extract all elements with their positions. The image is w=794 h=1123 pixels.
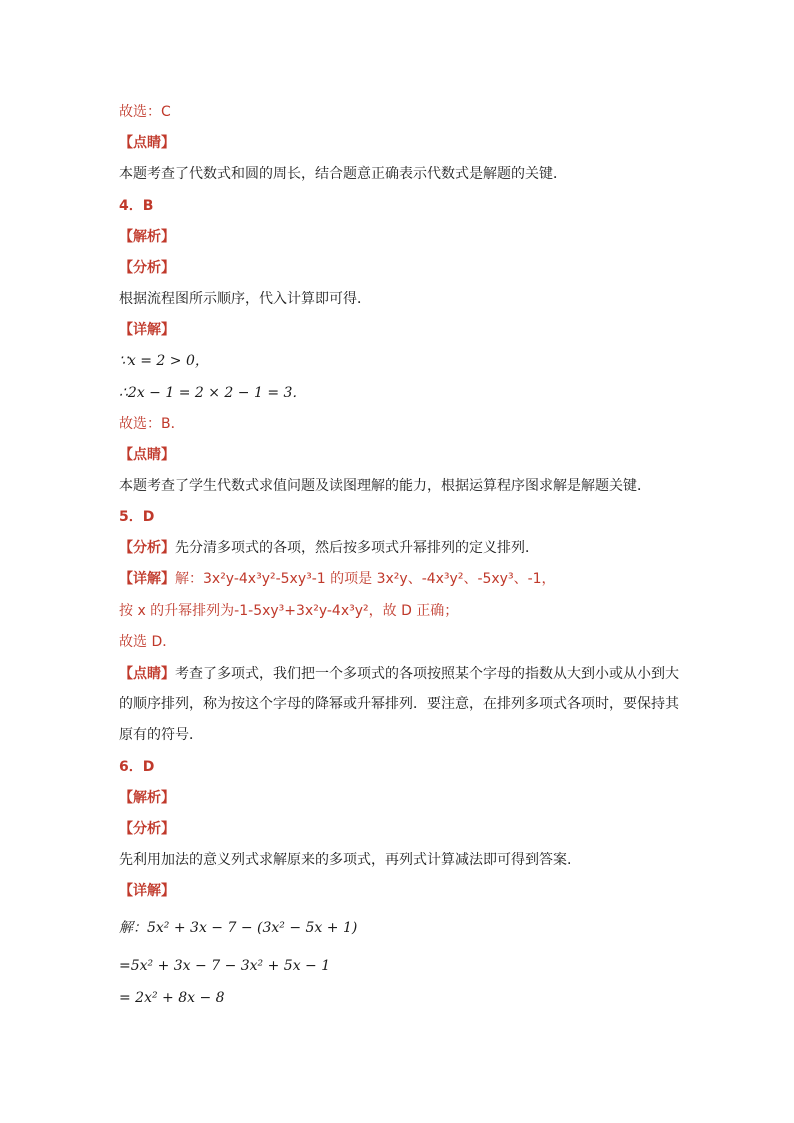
q5-dianjing-line2: 的顺序排列，称为按这个字母的降幂或升幂排列．要注意，在排列多项式各项时，要保持其 bbox=[119, 696, 679, 712]
q5-xiangjie-text: 解：3x²y-4x³y²-5xy³-1 的项是 3x²y、-4x³y²、-5xy³、-1， bbox=[175, 571, 556, 587]
q5-fenxi-text: 先分清多项式的各项，然后按多项式升幂排列的定义排列． bbox=[175, 540, 539, 556]
q5-dianjing-line3: 原有的符号． bbox=[119, 727, 203, 743]
q6-jiexi-label: 【解析】 bbox=[119, 790, 175, 806]
q4-step1: ∵x = 2 > 0， bbox=[119, 353, 209, 369]
q6-step3: = 2x² + 8x − 8 bbox=[119, 990, 225, 1006]
q5-answer: 故选 D． bbox=[119, 634, 177, 650]
q6-step2: =5x² + 3x − 7 − 3x² + 5x − 1 bbox=[119, 958, 331, 974]
q4-dianjing-label: 【点睛】 bbox=[119, 447, 175, 463]
q5-fenxi-line bbox=[119, 538, 539, 558]
q4-fenxi-label: 【分析】 bbox=[119, 260, 175, 276]
q5-dianjing-text1: 考查了多项式，我们把一个多项式的各项按照某个字母的指数从大到小或从小到大 bbox=[175, 666, 679, 682]
q5-number: 5．D bbox=[119, 509, 155, 525]
q4-xiangjie-label: 【详解】 bbox=[119, 322, 175, 338]
q5-dianjing-label: 【点睛】 bbox=[119, 666, 175, 682]
q4-answer: 故选：B． bbox=[119, 416, 185, 432]
q4-dianjing-text: 本题考查了学生代数式求值问题及读图理解的能力，根据运算程序图求解是解题关键． bbox=[119, 478, 651, 494]
q6-fenxi-label: 【分析】 bbox=[119, 821, 175, 837]
q3-dianjing-label: 【点睛】 bbox=[119, 135, 175, 151]
q5-dianjing-line1 bbox=[119, 664, 679, 684]
q5-order-text: 按 x 的升幂排列为-1-5xy³+3x²y-4x³y²，故 D 正确； bbox=[119, 603, 459, 619]
q6-fenxi-text: 先利用加法的意义列式求解原来的多项式，再列式计算减法即可得到答案. bbox=[119, 852, 572, 868]
q3-dianjing-text: 本题考查了代数式和圆的周长，结合题意正确表示代数式是解题的关键． bbox=[119, 166, 567, 182]
q5-xiangjie-label: 【详解】 bbox=[119, 571, 175, 587]
q4-jiexi-label: 【解析】 bbox=[119, 229, 175, 245]
q4-fenxi-text: 根据流程图所示顺序，代入计算即可得． bbox=[119, 291, 371, 307]
q5-xiangjie-line bbox=[119, 569, 556, 589]
q3-answer: 故选：C bbox=[119, 104, 171, 120]
q4-number: 4．B bbox=[119, 198, 154, 214]
q6-step1: 解：5x² + 3x − 7 − (3x² − 5x + 1) bbox=[119, 920, 358, 936]
q6-number: 6．D bbox=[119, 759, 155, 775]
q6-xiangjie-label: 【详解】 bbox=[119, 883, 175, 899]
q4-step2: ∴2x − 1 = 2 × 2 − 1 = 3． bbox=[119, 385, 307, 401]
q5-fenxi-label: 【分析】 bbox=[119, 540, 175, 556]
